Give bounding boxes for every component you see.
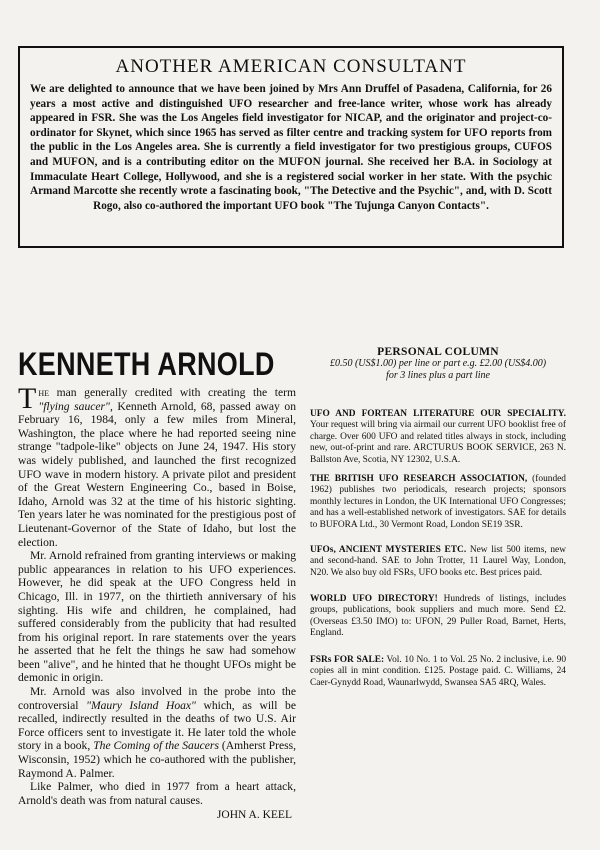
ad-lead: UFOs, ANCIENT MYSTERIES ETC. <box>310 545 467 555</box>
ad-text: Vol. 10 No. 1 to Vol. 25 No. 2 inclusive, i.e. 90 copies all in mint condition. £125. Postage paid. C. Williams, 24 Caer-Gynydd Road, Waunarlwydd, Swansea SA5 4RQ, Wales. <box>310 655 567 688</box>
ad-lead: WORLD UFO DIRECTORY! <box>310 594 438 604</box>
article-headline: KENNETH ARNOLD <box>18 346 275 382</box>
ad-text: (founded 1962) publishes two periodicals, research projects; sponsors monthly lectures in London, the UK International UFO Congresses; and has a well-established network of investigators. SAE for details to BUFORA Ltd., 30 Vermont Road, London SE19 3SR. <box>310 474 566 530</box>
classified-ad <box>310 594 566 640</box>
article-paragraph-1 <box>18 382 296 549</box>
article-paragraph-3 <box>18 685 296 780</box>
ad-lead: UFO AND FORTEAN LITERATURE OUR SPECIALITY. <box>310 409 566 419</box>
ad-text: New list 500 items, new and second-hand. SAE to John Trotter, 11 Laurel Way, London, N20. We also buy old FSRs, UFO books etc. Best prices paid. <box>310 545 566 578</box>
p3-hoax: "Maury Island Hoax" <box>86 698 196 712</box>
p3-text-a: Mr. Arnold was also involved in the probe into the controversial <box>18 685 296 712</box>
lead-word: he <box>38 386 49 399</box>
personal-column-title: PERSONAL COLUMN <box>377 346 499 358</box>
announcement-box <box>18 46 564 248</box>
drop-cap: T <box>18 382 37 415</box>
ad-lead: THE BRITISH UFO RESEARCH ASSOCIATION, <box>310 474 528 484</box>
personal-column-header <box>310 346 566 382</box>
p1-text-b: , Kenneth Arnold, 68, passed away on February 16, 1984, only a few miles from Mineral, Washington, the place where he had reported seeing nine strange "tadpole-like" objects on June 24, 1947. His story was widely published, and launched the first recognized UFO wave in modern history. A private pilot and president of the Great Western Engineering Co., based in Boise, Idaho, Arnold was 32 at the time of his historic sighting. Ten years later he was nominated for the prestigious post of Lieutenant-Governor of the State of Idaho, but lost the election. <box>18 399 296 549</box>
classified-ad <box>310 545 566 579</box>
personal-column-rate-1: £0.50 (US$1.00) per line or part e.g. £2.00 (US$4.00) <box>329 358 547 369</box>
obituary-article <box>18 346 296 821</box>
announcement-title: ANOTHER AMERICAN CONSULTANT <box>115 56 467 77</box>
article-paragraph-2: Mr. Arnold refrained from granting interviews or making public appearances in relation to his UFO experiences. However, he did speak at the UFO Congress held in Chicago, Ill. in 1977, on the thirtieth anniversary of his sighting. His wife and children, he complained, had suffered considerably from the publicity that had resulted from his original report. In rare statements over the years he asserted that he felt the things he saw had somehow been "alive", and he hinted that he thought UFOs might be demonic in origin. <box>18 549 296 685</box>
p1-text-a: man generally credited with creating the term <box>49 386 296 399</box>
classified-ad <box>310 409 566 466</box>
classified-ad <box>310 655 566 689</box>
ad-text: Your request will bring via airmail our current UFO booklist free of charge. Over 600 UFO and related titles always in stock, including new, out-of-print and rare. ARCTURUS BOOK SERVICE, 263 N. Ballston Ave, Scotia, NY 12302, U.S.A. <box>310 420 566 465</box>
p1-term: "flying saucer" <box>38 399 110 413</box>
ad-lead: FSRs FOR SALE: <box>310 655 385 665</box>
announcement-body: We are delighted to announce that we have been joined by Mrs Ann Druffel of Pasadena, California, for 26 years a most active and distinguished UFO researcher and free-lance writer, whose work has already appeared in FSR. She was the Los Angeles field investigator for NICAP, and the originator and project-co-ordinator for Skynet, which since 1965 has served as filter centre and tracking system for UFO reports from the public in the Los Angeles area. She is currently a field investigator for two prestigious groups, CUFOS and MUFON, and is a contributing editor on the MUFON journal. She received her B.A. in Sociology at Immaculate Heart College, Hollywood, and she is a registered social worker in her state. With the psychic Armand Marcotte she recently wrote a fascinating book, "The Detective and the Psychic", and, with D. Scott Rogo, also co-authored the important UFO book "The Tujunga Canyon Contacts". <box>30 83 552 212</box>
p3-text-c: (Amherst Press, Wisconsin, 1952) which he co-authored with the publisher, Raymond A. Palmer. <box>18 739 297 780</box>
personal-column-rate-2: for 3 lines plus a part line <box>386 370 490 381</box>
classified-ad <box>310 474 566 531</box>
article-paragraph-4: Like Palmer, who died in 1977 from a heart attack, Arnold's death was from natural causes. <box>18 780 296 807</box>
p3-text-b: which, as will be recalled, indirectly resulted in the deaths of two U.S. Air Force officers sent to investigate it. He later told the whole story in a book, <box>18 698 296 753</box>
p3-book: The Coming of the Saucers <box>93 739 219 753</box>
ad-text: Hundreds of listings, includes groups, publications, book suppliers and much more. Send £2. (Overseas £3.50 IMO) to: UFON, 29 Puller Road, Barnet, Herts, England. <box>310 594 566 639</box>
article-byline: JOHN A. KEEL <box>216 809 292 822</box>
